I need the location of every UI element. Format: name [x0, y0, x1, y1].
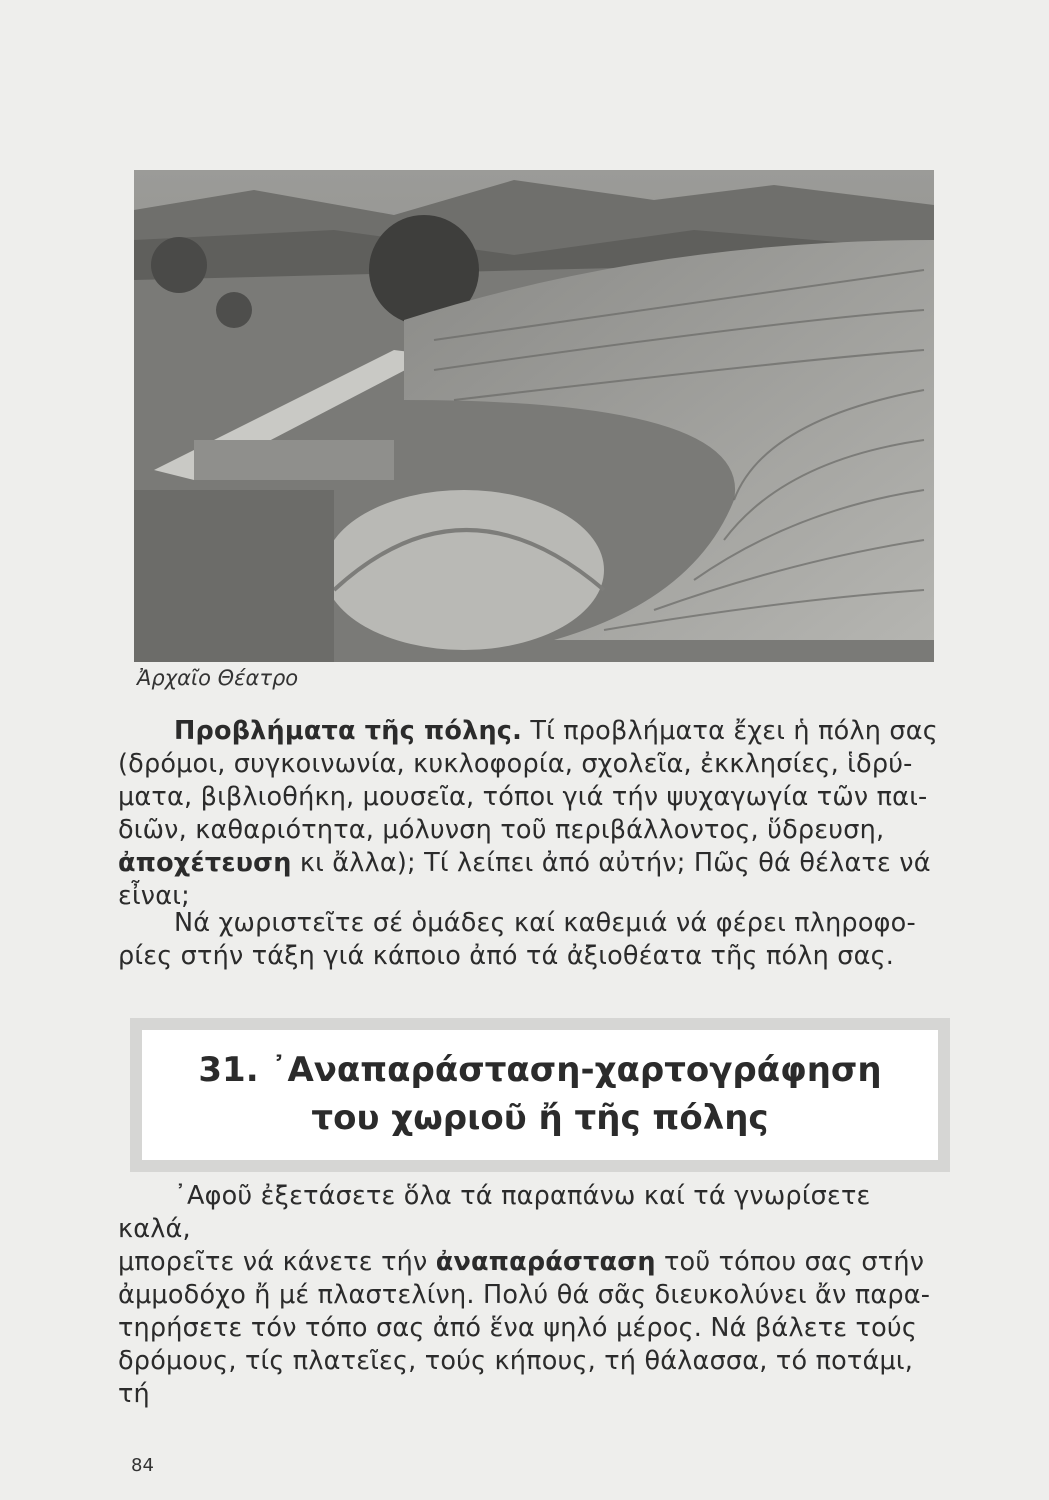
- problems-line-6: εἶναι;: [118, 881, 190, 911]
- model-line-3: ἀμμοδόχο ἤ μέ πλαστελίνη. Πολύ θά σᾶς διευκολύνει ἄν παρα-: [118, 1280, 931, 1310]
- problems-line-5: ἀποχέτευση κι ἄλλα); Τί λείπει ἀπό αὐτήν; Πῶς θά θέλατε νά: [118, 848, 931, 878]
- ancient-theatre-photo: [134, 170, 934, 662]
- bold-term: ἀναπαράσταση: [435, 1247, 656, 1277]
- orchestra: [324, 490, 604, 650]
- problems-paragraph: [118, 715, 938, 913]
- figure-caption: Ἀρχαῖο Θέατρο: [137, 666, 299, 690]
- problems-line-1: Προβλήματα τῆς πόλης. Τί προβλήματα ἔχει ἡ πόλη σας: [174, 716, 938, 746]
- problems-line-3: ματα, βιβλιοθήκη, μουσεῖα, τόποι γιά τήν ψυχαγωγία τῶν παι-: [118, 782, 928, 812]
- problems-line-2: (δρόμοι, συγκοινωνία, κυκλοφορία, σχολεῖα, ἐκκλησίες, ἱδρύ-: [118, 749, 913, 779]
- model-line-2: μπορεῖτε νά κάνετε τήν ἀναπαράσταση τοῦ τόπου σας στήν: [118, 1247, 925, 1277]
- groups-line-2: ρίες στήν τάξη γιά κάποιο ἀπό τά ἀξιοθέατα τῆς πόλη σας.: [118, 941, 895, 971]
- bold-term: ἀποχέτευση: [118, 848, 292, 878]
- problems-line-4: διῶν, καθαριότητα, μόλυνση τοῦ περιβάλλοντος, ὕδρευση,: [118, 815, 885, 845]
- model-paragraph: [118, 1180, 938, 1411]
- model-line-1: ᾿Αφοῦ ἐξετάσετε ὅλα τά παραπάνω καί τά γνωρίσετε καλά,: [118, 1181, 871, 1244]
- theatre-illustration: [134, 170, 934, 662]
- chapter-title-line-1: 31. ᾿Αναπαράσταση-χαρτογράφηση: [198, 1050, 882, 1090]
- groups-line-1: Νά χωριστεῖτε σέ ὁμάδες καί καθεμιά νά φέρει πληροφο-: [174, 908, 916, 938]
- problems-title: Προβλήματα τῆς πόλης.: [174, 716, 523, 746]
- page-number: 84: [131, 1455, 154, 1476]
- groups-paragraph: [118, 907, 938, 973]
- chapter-heading-box: [130, 1018, 950, 1172]
- model-line-4: τηρήσετε τόν τόπο σας ἀπό ἕνα ψηλό μέρος. Νά βάλετε τούς: [118, 1313, 918, 1343]
- chapter-title-line-2: του χωριοῦ ἤ τῆς πόλης: [311, 1098, 769, 1138]
- model-line-5: δρόμους, τίς πλατεῖες, τούς κήπους, τή θάλασσα, τό ποτάμι, τή: [118, 1346, 914, 1409]
